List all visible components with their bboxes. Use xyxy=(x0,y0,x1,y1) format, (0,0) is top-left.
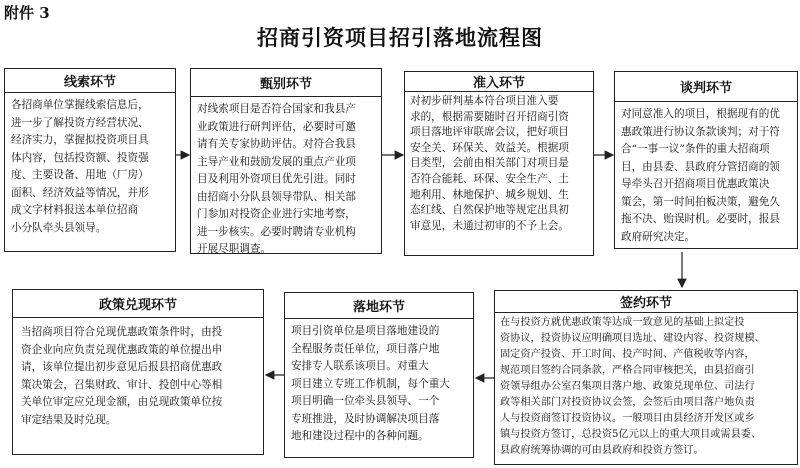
stage-signing-text: 在与投资方就优惠政策等达成一致意见的基础上拟定投 资协议，投资协议应明确项目选址、建设内容、投资规模、 固定资产投资、开工时间、投产时间、产值税收等内容， 规范项目签约合同条款，严格合同审核把关，由县招商引 资领导组办公室召集项目落户地、政策兑现单位、司法行 政等相关部门对投资协议会签，会签后由项目落户地负责 人与投资商签订投资协议。一般项目由县经济开发区或乡 镇与投资方签订，总投资5亿元以上的重大项目或需县委、 县政府统筹协调的可由县政府和投资方签订。 xyxy=(500,317,765,456)
stage-screening-text: 对线索项目是否符合国家和我县产 业政策进行研判评估，必要时可邀 请有关专家协助评估。对符合我县 主导产业和鼓励发展的重点产业项 目及利用外资项目优先引进。同时 由招商小分队县领导带队、相关部 门参加对投资企业进行实地考察， 进一步核实。必要时聘请专业机构 开展尽职调查。 xyxy=(197,103,356,255)
stage-policy-title: 政策兑现环节 xyxy=(13,290,263,318)
attachment-label: 附件 3 xyxy=(4,4,50,22)
stage-access-text: 对初步研判基本符合项目准入要 求的，根据需要随时召开招商引资 项目落地评审联席会议，把好项目 安全关、环保关、效益关。根据项 目类型，会前由相关部门对项目是 否符合能耗、环保、安全生产、土 地利用、林地保护、城乡规划、生 态红线、自然保护地等规定出具初 审意见，未通过初审的不予上会。 xyxy=(410,95,569,232)
stage-landing-title: 落地环节 xyxy=(285,293,473,319)
stage-landing-text: 项目引资单位是项目落地建设的 全程服务责任单位，项目落户地 安排专人联系该项目。对重大 项目建立专班工作机制，每个重大 项目明确一位牵头县领导、一个 专班推进，及时协调解决项目落 地和建设过程中的各种问题。 xyxy=(291,325,450,442)
stage-lead-text: 各招商单位掌握线索信息后， 进一步了解投资方经营状况、 经济实力，掌握拟投资项目具 体内容，包括投资额、投资强 度、主要设备、用地（厂房） 面积、经济效益等情况，并形 成文字材料报送本单位招商 小分队牵头县领导。 xyxy=(11,99,149,234)
stage-access-title: 准入环节 xyxy=(405,72,593,92)
stage-screening-title: 甄别环节 xyxy=(191,69,381,97)
stage-lead-title: 线索环节 xyxy=(5,69,175,93)
stage-negotiation-title: 谈判环节 xyxy=(615,72,797,102)
stage-policy-text: 当招商项目符合兑现优惠政策条件时，由投 资企业向应负责兑现优惠政策的单位提出申 请，该单位提出初步意见后报县招商优惠政 策决策会，召集财政、审计、投创中心等相 关单位审定应兑现金额，由兑现政策单位按 审定结果及时兑现。 xyxy=(21,326,223,426)
page-title: 招商引资项目招引落地流程图 xyxy=(257,25,543,50)
stage-negotiation-text: 对同意准入的项目，根据现有的优 惠政策进行协议条款谈判；对于符 合“一事一议”条件的重大招商项 目，由县委、县政府分管招商的领 导牵头召开招商项目优惠政策决 策会，第一时间拍板决策，避免久 拖不决、贻误时机。必要时，报县 政府研究决定。 xyxy=(621,108,780,243)
stage-signing-title: 签约环节 xyxy=(495,291,797,313)
